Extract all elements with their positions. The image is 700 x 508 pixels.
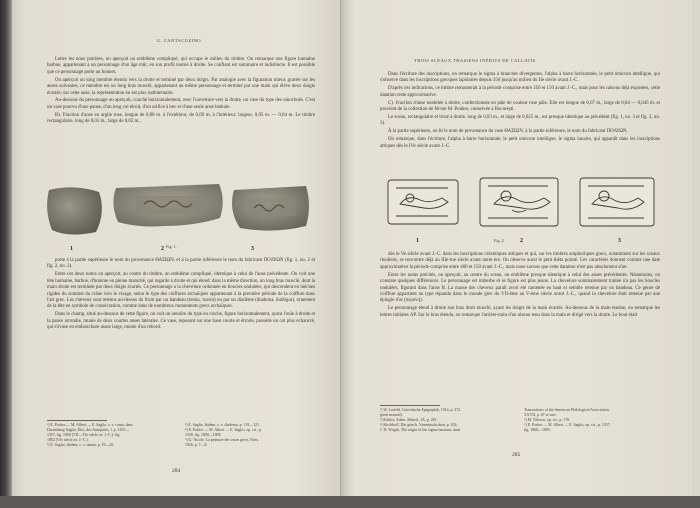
footnote-line: J. D. Wright, The origin of the sigma lunatum, dans	[380, 428, 461, 432]
fig1-caption: Fig. 1.	[166, 244, 177, 249]
footnote-line: ²) E. Saglio, ibidem, s. v. taenia, p. 19—26.	[47, 443, 115, 447]
left-text-bottom	[47, 258, 315, 333]
footnote-line: ¹) E. Pottier — M. Albert — E. Saglio, s. v. coma, dans	[47, 423, 133, 427]
paragraph: Dans le champ, situé au-dessous de cette figure, on voit un oenoïre du type en cloche, figure horizontalement, ayant l'ouïe à droite et la panse arrondie, munie de deux courtes anses latérales. Ce vase, reposant sur une base courte et étroite, possède un col plus échancré, qui s'évase en embouchure assez large, munie d'un rebord.	[47, 312, 315, 331]
footnote-line: Daremberg-Saglio, Dict. des Antiquités, I, p. 1355—	[47, 428, 130, 432]
footnote-line: ⁴) M. Nilsson, op. cit., p. 170.	[524, 418, 571, 422]
right-running-head: TROIS SCEAUX THASIENS INÉDITS DE CALLATIS	[414, 58, 536, 63]
right-page	[344, 0, 692, 500]
fig2-label-3: 3	[618, 238, 621, 244]
left-footnotes-col1	[47, 423, 175, 448]
paragraph: Dans l'écriture des inscriptions, on remarque le sigma à branches divergentes, l'alpha à barre horizontale, le petit omicron intelligue, qui s'observe dans les inscriptions grecques lapidaires depuis 350 jusqu'au milieu du IIe siècle avant J.-C.	[380, 72, 660, 84]
footnote-line: ⁵) E. Pottier — M. Albert — E. Saglio, op. cit., p. 1357,	[524, 423, 611, 427]
footnote-line: ²) Köhler, Athen. Mitteil., IX, p. 281.	[380, 418, 438, 422]
right-footnote-rule	[380, 405, 440, 406]
paragraph: B). Fraction d'anse en argile rose, longue de 0,08 m. à l'extérieur, de 0,09 m. à l'intérieur; largeur, 0,05 m. — 0,04 m. Le timbre rectangulaire, long de 0,03 m., large de 0,02 m.,	[47, 112, 315, 125]
footnote-line: ³) Kirchhoff, Die griech. Vaseninschriften, p. 102;	[380, 423, 458, 427]
fig2-label-1: 1	[416, 238, 419, 244]
paragraph: À la partie supérieure, on lit le nom de provenance du vase ΘΑΣΙΩΝ, à la partie inférieure, le nom du fabricant ΠΟΛΥΩΝ.	[388, 129, 628, 135]
left-footnotes-col2	[185, 423, 315, 448]
paragraph: Le sceau, rectangulaire et brisé à droite, long de 0,03 m., et large de 0,025 m., est presque identique au précédent (fig. 1, no. 3 et fig. 2, no. 3).	[380, 114, 660, 127]
background-edge	[0, 496, 700, 508]
stamp-drawings-image	[384, 174, 658, 236]
paragraph: porte à la partie supérieure le nom du provenance ΘΑΣΙΩΝ, et à la partie inférieure le nom du fabricant ΠΟΛΥΩΝ (fig. 1, no. 2 et fig. 2, no. 2).	[47, 258, 315, 270]
left-footnote-rule	[47, 420, 107, 421]
right-footnotes	[380, 408, 660, 448]
fig2-caption: Fig. 2.	[494, 238, 505, 243]
fig2-label-2: 2	[520, 238, 523, 244]
footnote-line: ³) E. Saglio, ibidem, s. v. diadema, p. 119—121.	[185, 423, 260, 427]
paragraph: On aperçoit un long membre étendu vers la droite et terminé par deux doigts. Par analogie avec la figuration mieux gravée sur les anses suivantes, ce membre est un long bras musclé, appartenant au même personnage et terminé par une main qui élève deux doigts écartés; sur cette anse, la représentation en est plus rudimentaire.	[47, 77, 315, 96]
fig1-label-3: 3	[251, 246, 254, 252]
paragraph: On remarque, dans l'écriture, l'alpha à barre horizontale, le petit omicron intelligue, le sigma lunaire, qui apparaît dans les inscriptions attiques dès le IVe siècle avant J.-C.	[380, 137, 660, 149]
footnote-line: Transactions of the American Philological Association,	[524, 408, 610, 412]
fig1-photos	[44, 182, 314, 245]
paragraph: C). Fraction d'anse modelée à droite, confectionnée en pâte de couleur rose pâle. Elle est longue de 0,07 m., large de 0,04 — 0,045 m. et provient de la collection de M-me M. Ponker, conservée à Bucureşti.	[380, 100, 660, 113]
fig1-label-1: 1	[70, 246, 73, 252]
fig2-drawings	[384, 174, 658, 241]
footnote-line: 1358, fig. 1800—1808.	[185, 433, 222, 437]
paragraph: Lettre les nous potriées, on aperçoit un emblème compliqué, qui occupe le milieu du timbre. On remarque une figure humaine barbue, appartenant à un personnage d'un âge mûr, en son profil tourné à droite. Se confiant est sommaire et indistincte. Il est possible que ce personnage porte un bonnet.	[47, 57, 315, 75]
paragraph: Entre ces deux noms on aperçoit, au centre du timbre, un emblème compliqué, identique à celui de l'anse précédente. On voit une tête humaine, barbue, d'homme en pleine maturité, qui regarde à droite et qui étend, dans la même direction, un long bras musclé, dont la main droite est terminée par deux doigts écartés. Ce personnage a la chevelure ordonnée en boucles ondulées, qui descendent en mèches rigides du sommet du crâne vers le visage, selon le type des coiffures archaïques appartenant à la première période de la coiffure dans l'art grec. Les cheveux sont retenus au-dessus du front par un bandeau (tænia, ταινία) ou par un diadème (diadema, διάδημα), ornement de la tête en symbole de consécration, comme dans de nombreux monuments grecs archaïques.	[47, 272, 316, 310]
clay-fragments-image	[44, 182, 314, 240]
left-page	[12, 0, 342, 500]
footnote-line: (petit manuel).	[380, 413, 403, 417]
footnote-line: ⁴) E. Pottier — M. Albert — E. Saglio, op. cit., p.	[185, 428, 262, 432]
paragraph: dès le Ve siècle avant J.-C. dans les inscriptions céramiques attiques et qui, sur les timbres amphoriques grecs, notamment sur les sceaux rhodiens, se rencontre déjà au IIIe-me siècle avant notre ère. On observe aussi le petit thêta pointé. Ces caractères donnent comme une date approximative la période comprise entre 400 et 150 avant J.-C., mais nous savons que cette datation n'est pas absolument sûre.	[380, 252, 660, 270]
right-text-bottom	[380, 252, 660, 321]
paragraph: D'après ces indications, ce timbre remonterait à la période comprise entre 350 et 150 avant J.-C., mais pour les raisons déjà exposées, cette datation reste approximative.	[380, 86, 660, 98]
footnote-line: ¹) W. Larfeld, Griechische Epigraphik, 1914, p. 272	[380, 408, 461, 412]
footnote-line: 1802 (VIe siècle av. J.-C.).	[47, 438, 89, 442]
footnote-line: fig. 1800—1805.	[524, 428, 551, 432]
footnote-line: XXVII, p. 87 et suiv.	[524, 413, 557, 417]
left-text-top	[47, 57, 315, 127]
footnote-line: 1357, fig. 1800 (VII—VIe siècle av. J.-C.); fig.	[47, 433, 121, 437]
paragraph: Entre les noms précités, on aperçoit, au centre du sceau, un emblème presque identique à celui des anses précédentes. Néanmoins, on constate quelques différences. Le personnage est imberbe et se figure est plus jeune. La chevelure sommairement traitée n'a pas les boucles ondulées, figurant dans l'anse B. La masse des cheveux paraît avoir été ramenée en haut et semble retenue par un bandeau. Ce genre de coiffure appartient au type répandu dans le monde grec du VII-ème au V-ème siècle avant J.-C., quand la chevelure était retenue par une épingle d'or (περόνη).	[380, 272, 660, 304]
paragraph: Le personnage étend à droite son bras droit musclé, ayant les doigts de la main écartés. Au-dessous de la main tendue, on remarque les lettres initiales ΛΡ. Sur le bras étendu, on remarque l'arrière-train d'un oiseau tenu dans la main et dirigé vers la droite. Le bout était	[380, 306, 660, 318]
left-footnotes	[47, 423, 315, 463]
fig1-label-2: 2	[161, 246, 164, 252]
right-page-number: 285	[512, 452, 521, 458]
right-footnotes-col2	[524, 408, 660, 433]
left-page-number: 284	[172, 468, 181, 474]
footnote-line: 1926, p. 7—8.	[185, 443, 208, 447]
right-text-top	[380, 72, 660, 151]
paragraph: Au-dessous du personnage on aperçoit, couché horizontalement, avec l'ouverture vers la droite, un vase du type des oinochoés. C'est un vase pourvu d'une panse, d'un long col étroit, d'un orifice à bec et d'une seule anse latérale.	[47, 98, 315, 110]
right-footnotes-col1	[380, 408, 514, 433]
footnote-line: ⁵) G. Nicole, La peinture des vases grecs, Paris,	[185, 438, 259, 442]
left-running-head: G. CANTACUZINO	[157, 38, 202, 43]
